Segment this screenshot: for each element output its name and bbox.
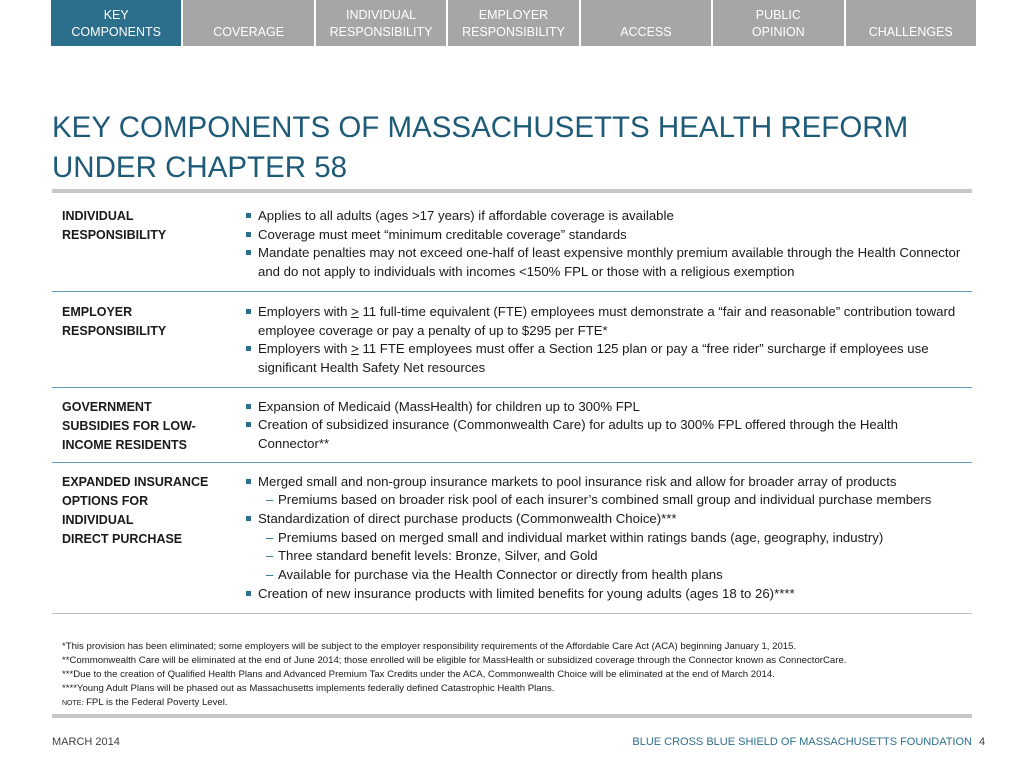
page-number: 4 (979, 736, 986, 748)
footer-divider (52, 714, 972, 718)
tab-label: CHALLENGES (868, 25, 953, 39)
list-item: Standardization of direct purchase products (Commonwealth Choice)*** (240, 510, 972, 529)
list-item: Mandate penalties may not exceed one-half of least expensive monthly premium available through the Health Connector and do not apply to individuals with incomes <150% FPL or those with a religious exemption (240, 244, 972, 281)
footnotes (62, 640, 967, 711)
tab-coverage[interactable] (183, 0, 313, 46)
footnote: *This provision has been eliminated; some employers will be subject to the employer responsibility requirements of the Affordable Care Act (ACA) beginning January 1, 2015. (62, 641, 797, 652)
tab-label: KEY COMPONENTS (71, 8, 161, 39)
components-table (52, 193, 972, 614)
row-label: INDIVIDUAL RESPONSIBILITY (62, 209, 167, 242)
tab-access[interactable] (581, 0, 711, 46)
tab-key-components[interactable] (51, 0, 181, 46)
sub-list-item: – Premiums based on merged small and individual market within ratings bands (age, geography, industry) (240, 529, 972, 548)
table-row-government-subsidies (52, 388, 972, 463)
list-item: Applies to all adults (ages >17 years) if affordable coverage is available (240, 207, 972, 226)
tab-label: COVERAGE (213, 25, 285, 39)
tab-individual-responsibility[interactable] (316, 0, 446, 46)
list-item: Coverage must meet “minimum creditable coverage” standards (240, 226, 972, 245)
table-row-employer-responsibility (52, 292, 972, 388)
tab-challenges[interactable] (846, 0, 976, 46)
list-item: Creation of new insurance products with limited benefits for young adults (ages 18 to 26)**** (240, 585, 972, 604)
note-text: FPL is the Federal Poverty Level. (86, 697, 228, 709)
row-label: EXPANDED INSURANCE OPTIONS FOR INDIVIDUAL DIRECT PURCHASE (62, 474, 209, 546)
page-title: KEY COMPONENTS OF MASSACHUSETTS HEALTH REFORM UNDER CHAPTER 58 (52, 111, 909, 184)
row-content (240, 303, 972, 378)
table-row-expanded-insurance-options (52, 463, 972, 614)
note-tag: NOTE: (62, 700, 84, 708)
row-label: EMPLOYER RESPONSIBILITY (62, 304, 167, 338)
list-item: Employers with > 11 FTE employees must offer a Section 125 plan or pay a “free rider” surcharge if employees use significant Health Safety Net resources (240, 340, 972, 377)
row-label: GOVERNMENT SUBSIDIES FOR LOW- INCOME RESIDENTS (62, 399, 196, 452)
table-row-individual-responsibility (52, 193, 972, 292)
note (62, 696, 967, 711)
list-item: Expansion of Medicaid (MassHealth) for children up to 300% FPL (240, 398, 972, 417)
sub-list-item: – Available for purchase via the Health Connector or directly from health plans (240, 566, 972, 585)
tab-label: PUBLIC OPINION (751, 8, 805, 39)
section-nav (51, 0, 976, 46)
tab-label: INDIVIDUAL RESPONSIBILITY (329, 8, 433, 39)
tab-label: ACCESS (620, 25, 672, 39)
footer-organization: BLUE CROSS BLUE SHIELD OF MASSACHUSETTS FOUNDATION (632, 736, 972, 748)
row-content (240, 398, 972, 455)
row-content (240, 473, 972, 604)
list-item: Employers with > 11 full-time equivalent (FTE) employees must demonstrate a “fair and reasonable” contribution toward employee coverage or pay a penalty of up to $295 per FTE* (240, 303, 972, 340)
footnote: **Commonwealth Care will be eliminated at the end of June 2014; those enrolled will be eligible for MassHealth or subsidized coverage through the Connector known as ConnectorCare. (62, 655, 847, 667)
tab-label: EMPLOYER RESPONSIBILITY (462, 8, 565, 39)
footer-date: MARCH 2014 (52, 736, 120, 748)
list-item: Creation of subsidized insurance (Commonwealth Care) for adults up to 300% FPL offered through the Health Connector** (240, 416, 972, 453)
list-item: Merged small and non-group insurance markets to pool insurance risk and allow for broader array of products (240, 473, 972, 492)
row-content (240, 207, 972, 282)
tab-public-opinion[interactable] (713, 0, 843, 46)
sub-list-item: – Three standard benefit levels: Bronze, Silver, and Gold (240, 547, 972, 566)
sub-list-item: – Premiums based on broader risk pool of each insurer’s combined small group and individual purchase members (240, 491, 972, 510)
tab-employer-responsibility[interactable] (448, 0, 578, 46)
footnote: ****Young Adult Plans will be phased out as Massachusetts implements federally defined Catastrophic Health Plans. (62, 683, 555, 695)
footnote: ***Due to the creation of Qualified Health Plans and Advanced Premium Tax Credits under the ACA, Commonwealth Choice will be eliminated at the end of March 2014. (62, 669, 775, 681)
